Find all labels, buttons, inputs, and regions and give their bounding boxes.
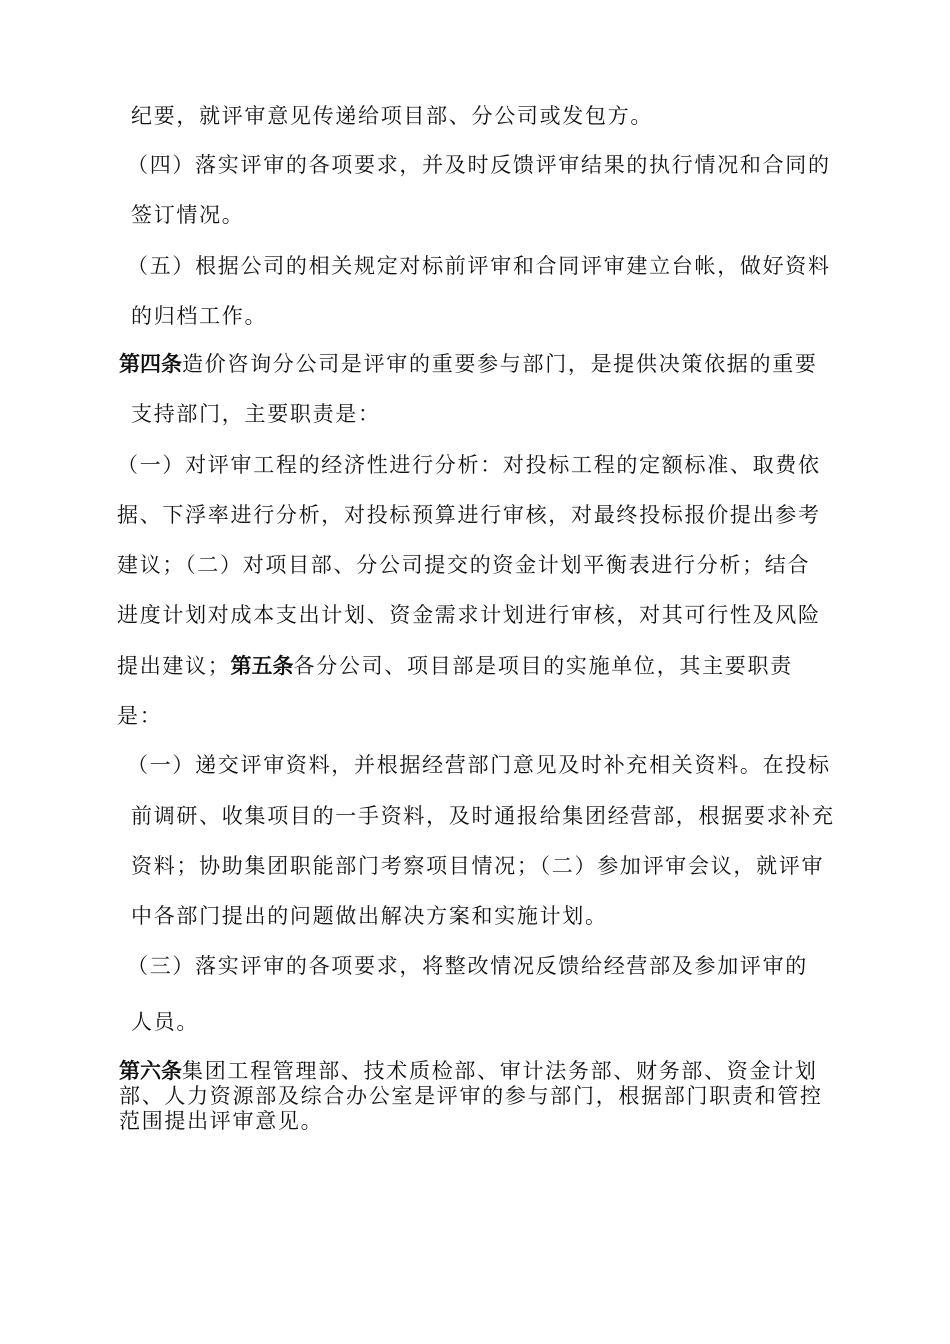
- text-line: 部、人力资源部及综合办公室是评审的参与部门，根据部门职责和管控: [119, 1084, 823, 1108]
- text-line: 是：: [117, 704, 163, 728]
- article-5-heading: 第五条: [230, 654, 294, 678]
- text-line: （四）落实评审的各项要求，并及时反馈评审结果的执行情况和合同的: [127, 153, 831, 177]
- text-line: （三）落实评审的各项要求，将整改情况反馈给经营部及参加评审的: [127, 954, 808, 978]
- text-line: 支持部门，主要职责是：: [131, 402, 381, 426]
- article-4-heading: 第四条: [119, 352, 182, 376]
- article-4-paragraph: [119, 351, 818, 377]
- text-line: 各分公司、项目部是项目的实施单位，其主要职责: [293, 654, 793, 678]
- text-line: 纪要，就评审意见传递给项目部、分公司或发包方。: [131, 104, 654, 128]
- text-line: 中各部门提出的问题做出解决方案和实施计划。: [131, 904, 608, 928]
- text-line: 进度计划对成本支出计划、资金需求计划进行审核，对其可行性及风险: [117, 603, 821, 627]
- text-line: 前调研、收集项目的一手资料，及时通报给集团经营部，根据要求补充: [131, 804, 835, 828]
- text-line: （一）递交评审资料，并根据经营部门意见及时补充相关资料。在投标: [127, 753, 831, 777]
- text-line: 范围提出评审意见。: [119, 1109, 324, 1133]
- text-line: 提出建议；: [117, 654, 231, 678]
- text-line: 造价咨询分公司是评审的重要参与部门，是提供决策依据的重要: [182, 352, 818, 376]
- text-line: 集团工程管理部、技术质检部、审计法务部、财务部、资金计划: [182, 1059, 818, 1083]
- text-line: （五）根据公司的相关规定对标前评审和合同评审建立台帐，做好资料: [127, 254, 831, 278]
- article-6-paragraph: [119, 1060, 818, 1082]
- text-line: （一）对评审工程的经济性进行分析：对投标工程的定额标准、取费依: [117, 453, 821, 477]
- article-5-paragraph: [117, 653, 793, 679]
- text-line: 人员。: [131, 1010, 200, 1034]
- text-line: 签订情况。: [131, 203, 245, 227]
- text-line: 据、下浮率进行分析，对投标预算进行审核，对最终投标报价提出参考: [117, 503, 821, 527]
- article-6-heading: 第六条: [119, 1059, 182, 1083]
- text-line: 资料；协助集团职能部门考察项目情况；（二）参加评审会议，就评审: [131, 854, 825, 878]
- text-line: 的归档工作。: [131, 304, 268, 328]
- text-line: 建议；（二）对项目部、分公司提交的资金计划平衡表进行分析；结合: [117, 553, 811, 577]
